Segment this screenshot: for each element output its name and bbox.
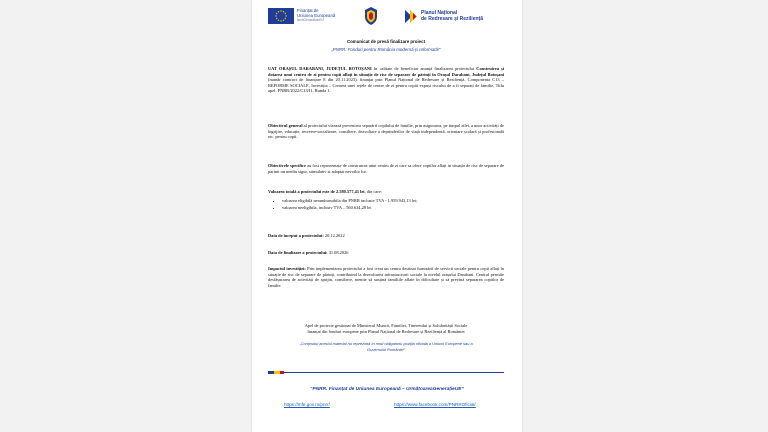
total-value-suffix: , din care: (364, 189, 382, 194)
specific-objectives-text: au fost reprezentate de construirea unui centru de zi care sa ofere copiilor aflați in situația de risc de separare de parinti un mediu sigur, stimulativ si adaptat nevoilor lor. (268, 163, 504, 174)
impact-paragraph (268, 266, 504, 288)
intro-text-1: în calitate de beneficiar anunță finalizarea proiectului (371, 66, 477, 71)
pnrr-title (421, 10, 483, 22)
pnrr-line2: de Redresare și Reziliență (421, 16, 483, 22)
header-logos (252, 4, 522, 24)
general-objective-paragraph (268, 123, 504, 140)
impact-label: Impactul investiției: (268, 266, 306, 271)
document-heading: Comunicat de presă finalizare proiect (346, 39, 426, 44)
end-date-label: Data de finalizare a proiectului: (268, 250, 328, 255)
general-objective-text: al proiectului vizează prevenirea separării copilului de familie, prin asigurarea, pe timpul zilei, a unor activități de îngrijire, educație, recreere-socializare, consiliere, dezvoltare a deprinderilor de viață independentă, orientare școlară și profesională etc. pentru copii. (268, 123, 504, 140)
mfe-pnrr-link[interactable]: https://mfe.gov.ro/pnrr/ (284, 402, 330, 407)
values-list (268, 198, 518, 211)
eu-line2: Uniunea Europeană (297, 13, 336, 18)
footer-color-bar (268, 371, 504, 374)
total-value-line (268, 189, 504, 195)
disclaimer-line-2: Guvernului României” (367, 347, 405, 352)
romanian-government-coat-of-arms-icon (362, 6, 380, 26)
list-item: • valoarea eligibilă nerambursabila din PNRR inclusiv TVA - 1.959.943,13 lei; (282, 198, 518, 205)
project-title: Construirea și dotarea unui centru de zi pentru copii aflați în situație de risc de separare de părinți în Orașul Darabani, Județul Botoșani (268, 66, 505, 77)
impact-text: Prin implementarea proiectului a fost creat un centru destinat furnizării de servicii sociale pentru copii aflați în situație de risc de separare de părinți, contribuind la dezvoltarea infrastructurii sociale la nivelul orașului Darabani. Centrul permite desfășurarea de activități de sprijin, consiliere, menite să susțină familiile aflate în dificultate și să prevină separarea copiilor de familie. (268, 266, 504, 288)
eu-funding-text (297, 8, 335, 23)
eu-flag-icon (268, 8, 294, 24)
eu-line1: Finanțat de (297, 8, 319, 13)
total-value-label: Valoarea totală a proiectului este de 2.580.577,41 lei (268, 189, 365, 194)
start-date-value: 20.12.2022 (323, 233, 345, 238)
document-page (252, 0, 522, 432)
pnrr-line1: Planul Național (421, 10, 458, 16)
beneficiary-name: UAT ORAȘUL DARABANI, JUDEȚUL BOTOȘANI (268, 66, 372, 71)
start-date-line (268, 233, 504, 239)
call-line-1: Apel de proiecte gestionat de Ministerul Muncii, Familiei, Tineretului și Solidarității Sociale (304, 323, 468, 328)
facebook-pnrr-link[interactable]: https://www.facebook.com/PNRROficial/ (394, 402, 476, 407)
end-date-line (268, 250, 504, 256)
eu-line3: NextGenerationEU (297, 18, 324, 22)
specific-objectives-label: Obiectivele specifice (268, 163, 306, 168)
intro-text-2: (numår contract de finanțare 8 din 20.11.2023), finanțat prin Planul Național de Redresare și Reziliență, Componenta C13 – REFORME SOCIALE, Investiția – Crearea unei rețele de centre de zi pentru copiii expuși riscului de a fi separați de familie, Titlu apel: PNRR/2022/C13/I1, Runda 1. (268, 77, 504, 94)
pnrr-logo-icon (405, 10, 419, 23)
specific-objectives-paragraph (268, 163, 504, 174)
list-item: • valoarea neeligibila, inclusiv TVA – 560.634,28 lei (282, 205, 518, 212)
intro-paragraph (268, 66, 504, 94)
footer-title: “PNRR. Finanțat de Uniunea Europeană – UrmătoareaGenerațieUE” (310, 387, 464, 392)
call-line-2: finanțat din fonduri europene prin Planul Național de Redresare și Reziliență al României (307, 329, 465, 334)
end-date-value: 31.08.2026 (327, 250, 349, 255)
general-objective-label: Obiectivul general (268, 123, 303, 128)
disclaimer-line-1: „Conținutul acestui material nu reprezintă în mod obligatoriu poziția oficială a Uniunii Europene sau a (299, 341, 473, 346)
document-subheading: „PNRR: Fonduri pentru România modernă și reformată!” (331, 47, 441, 52)
start-date-label: Data de început a proiectului: (268, 233, 324, 238)
